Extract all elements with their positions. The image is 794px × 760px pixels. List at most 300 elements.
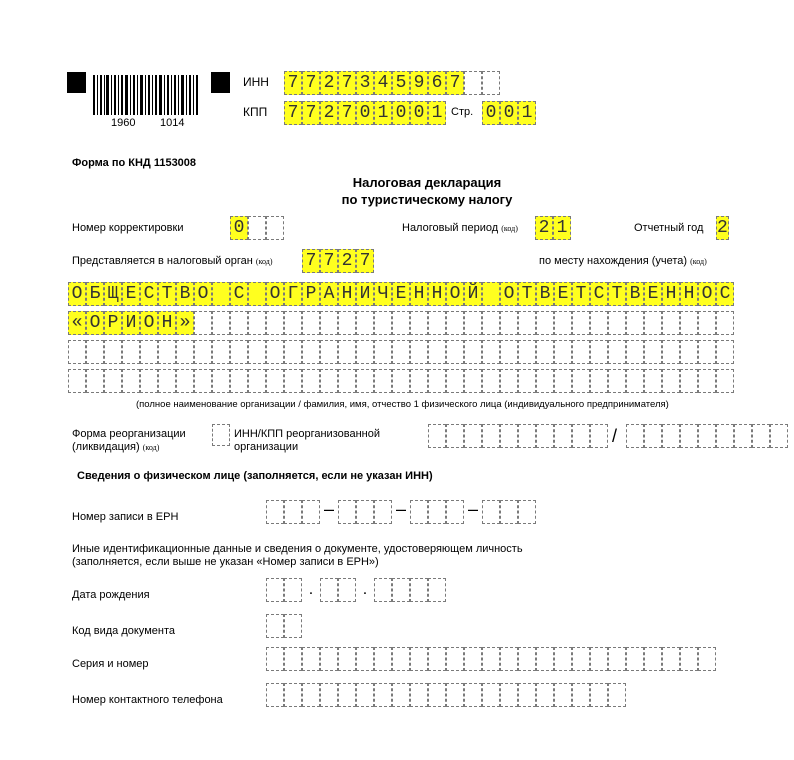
reorg-code-note: (код) <box>142 443 160 452</box>
char-cell[interactable] <box>320 578 338 602</box>
char-cell[interactable] <box>320 647 338 671</box>
char-cell[interactable]: Г <box>284 282 302 306</box>
char-cell[interactable] <box>266 647 284 671</box>
char-cell[interactable] <box>698 311 716 335</box>
tax-period-label-text: Налоговый период <box>402 222 499 234</box>
char-cell[interactable] <box>482 311 500 335</box>
char-cell[interactable] <box>698 369 716 393</box>
char-cell[interactable] <box>590 311 608 335</box>
char-cell[interactable]: 2 <box>338 249 356 273</box>
char-cell[interactable] <box>248 369 266 393</box>
doc-type-field[interactable] <box>266 614 302 638</box>
char-cell[interactable] <box>572 424 590 448</box>
char-cell[interactable] <box>554 311 572 335</box>
char-cell[interactable] <box>392 311 410 335</box>
char-cell[interactable] <box>194 340 212 364</box>
char-cell[interactable]: О <box>698 282 716 306</box>
char-cell[interactable]: 2 <box>320 101 338 125</box>
char-cell[interactable] <box>392 578 410 602</box>
char-cell[interactable]: 0 <box>410 101 428 125</box>
char-cell[interactable] <box>482 71 500 95</box>
char-cell[interactable] <box>464 340 482 364</box>
char-cell[interactable] <box>518 424 536 448</box>
char-cell[interactable] <box>518 683 536 707</box>
ern-field[interactable] <box>266 500 536 524</box>
char-cell[interactable]: 0 <box>392 101 410 125</box>
char-cell[interactable]: 1 <box>428 101 446 125</box>
char-cell[interactable] <box>230 369 248 393</box>
char-cell[interactable]: 7 <box>284 71 302 95</box>
report-year-label: Отчетный год <box>634 222 704 234</box>
char-cell[interactable] <box>554 683 572 707</box>
char-cell[interactable]: 0 <box>500 101 518 125</box>
title-line-1: Налоговая декларация <box>352 175 502 190</box>
char-cell[interactable] <box>644 647 662 671</box>
char-cell[interactable] <box>716 424 734 448</box>
char-cell[interactable] <box>410 340 428 364</box>
reorg-inn-field[interactable] <box>428 424 608 448</box>
char-cell[interactable] <box>590 683 608 707</box>
char-cell[interactable] <box>140 340 158 364</box>
char-cell[interactable] <box>428 647 446 671</box>
char-cell[interactable]: О <box>266 282 284 306</box>
reorg-kpp-field[interactable] <box>626 424 788 448</box>
char-cell[interactable] <box>68 340 86 364</box>
char-cell[interactable] <box>608 369 626 393</box>
char-cell[interactable] <box>482 369 500 393</box>
char-cell[interactable] <box>572 369 590 393</box>
char-cell[interactable] <box>734 424 752 448</box>
char-cell[interactable]: Т <box>518 282 536 306</box>
char-cell[interactable] <box>518 500 536 524</box>
char-cell[interactable]: Н <box>158 311 176 335</box>
char-cell[interactable] <box>248 340 266 364</box>
char-cell[interactable] <box>212 369 230 393</box>
char-cell[interactable] <box>500 311 518 335</box>
char-cell[interactable]: 7 <box>302 71 320 95</box>
char-cell[interactable]: Т <box>158 282 176 306</box>
org-name-row-2[interactable] <box>68 311 734 335</box>
char-cell[interactable] <box>536 647 554 671</box>
char-cell[interactable] <box>446 340 464 364</box>
page-label: Стр. <box>451 106 474 118</box>
char-cell[interactable] <box>194 369 212 393</box>
char-cell[interactable] <box>356 683 374 707</box>
char-cell[interactable]: Т <box>572 282 590 306</box>
char-cell[interactable]: С <box>230 282 248 306</box>
char-cell[interactable] <box>626 369 644 393</box>
char-cell[interactable] <box>374 500 392 524</box>
char-cell[interactable]: 4 <box>374 71 392 95</box>
char-cell[interactable]: 7 <box>284 101 302 125</box>
char-cell[interactable] <box>446 424 464 448</box>
char-cell[interactable] <box>338 647 356 671</box>
char-cell[interactable] <box>284 614 302 638</box>
char-cell[interactable]: Е <box>644 282 662 306</box>
reorg-form-field[interactable] <box>212 424 230 446</box>
char-cell[interactable] <box>464 683 482 707</box>
char-cell[interactable] <box>104 340 122 364</box>
char-cell[interactable] <box>428 369 446 393</box>
char-cell[interactable]: Н <box>428 282 446 306</box>
char-cell[interactable] <box>230 340 248 364</box>
char-cell[interactable] <box>320 311 338 335</box>
char-cell[interactable] <box>176 369 194 393</box>
char-cell[interactable]: 2 <box>320 71 338 95</box>
char-cell[interactable] <box>248 311 266 335</box>
char-cell[interactable]: Е <box>122 282 140 306</box>
char-cell[interactable] <box>338 683 356 707</box>
char-cell[interactable] <box>500 369 518 393</box>
char-cell[interactable] <box>554 340 572 364</box>
char-cell[interactable] <box>284 647 302 671</box>
char-cell[interactable] <box>770 424 788 448</box>
char-cell[interactable] <box>428 683 446 707</box>
char-cell[interactable] <box>284 578 302 602</box>
char-cell[interactable] <box>626 311 644 335</box>
char-cell[interactable] <box>392 647 410 671</box>
char-cell[interactable] <box>302 340 320 364</box>
char-cell[interactable] <box>716 311 734 335</box>
report-year-field[interactable] <box>716 216 726 240</box>
char-cell[interactable] <box>482 282 500 306</box>
char-cell[interactable] <box>536 683 554 707</box>
char-cell[interactable]: 7 <box>338 101 356 125</box>
char-cell[interactable]: В <box>176 282 194 306</box>
char-cell[interactable] <box>284 500 302 524</box>
char-cell[interactable] <box>662 340 680 364</box>
char-cell[interactable] <box>446 369 464 393</box>
char-cell[interactable] <box>374 578 392 602</box>
char-cell[interactable] <box>320 340 338 364</box>
char-cell[interactable] <box>482 424 500 448</box>
char-cell[interactable] <box>554 647 572 671</box>
char-cell[interactable] <box>392 340 410 364</box>
char-cell[interactable] <box>662 369 680 393</box>
char-cell[interactable] <box>338 311 356 335</box>
char-cell[interactable] <box>266 500 284 524</box>
char-cell[interactable] <box>428 424 446 448</box>
char-cell[interactable]: О <box>446 282 464 306</box>
char-cell[interactable] <box>536 369 554 393</box>
char-cell[interactable]: 3 <box>356 71 374 95</box>
char-cell[interactable] <box>248 282 266 306</box>
char-cell[interactable]: С <box>590 282 608 306</box>
char-cell[interactable] <box>302 311 320 335</box>
char-cell[interactable] <box>680 647 698 671</box>
char-cell[interactable]: 0 <box>482 101 500 125</box>
char-cell[interactable] <box>482 340 500 364</box>
char-cell[interactable] <box>230 311 248 335</box>
char-cell[interactable] <box>302 647 320 671</box>
char-cell[interactable] <box>302 683 320 707</box>
inn-field[interactable] <box>284 71 500 95</box>
char-cell[interactable]: Е <box>392 282 410 306</box>
char-cell[interactable] <box>446 683 464 707</box>
char-cell[interactable]: 2 <box>535 216 553 240</box>
char-cell[interactable] <box>500 340 518 364</box>
char-cell[interactable] <box>374 369 392 393</box>
char-cell[interactable] <box>158 340 176 364</box>
char-cell[interactable] <box>302 500 320 524</box>
char-cell[interactable] <box>482 683 500 707</box>
char-cell[interactable] <box>662 647 680 671</box>
char-cell[interactable] <box>590 340 608 364</box>
char-cell[interactable]: О <box>86 311 104 335</box>
char-cell[interactable] <box>284 311 302 335</box>
char-cell[interactable] <box>608 311 626 335</box>
char-cell[interactable] <box>608 340 626 364</box>
char-cell[interactable]: И <box>356 282 374 306</box>
char-cell[interactable] <box>266 340 284 364</box>
char-cell[interactable]: « <box>68 311 86 335</box>
phone-field[interactable] <box>266 683 626 707</box>
char-cell[interactable]: Б <box>86 282 104 306</box>
char-cell[interactable] <box>266 614 284 638</box>
char-cell[interactable] <box>284 369 302 393</box>
char-cell[interactable] <box>140 369 158 393</box>
char-cell[interactable]: 1 <box>374 101 392 125</box>
char-cell[interactable] <box>518 340 536 364</box>
char-cell[interactable] <box>536 311 554 335</box>
char-cell[interactable]: В <box>536 282 554 306</box>
reorg-form-label-line2: (ликвидация) <box>72 441 140 453</box>
char-cell[interactable] <box>176 340 194 364</box>
char-cell[interactable]: 0 <box>356 101 374 125</box>
char-cell[interactable] <box>428 311 446 335</box>
char-cell[interactable]: 6 <box>428 71 446 95</box>
char-cell[interactable] <box>266 216 284 240</box>
char-cell[interactable] <box>626 424 644 448</box>
char-cell[interactable] <box>356 500 374 524</box>
char-cell[interactable] <box>338 369 356 393</box>
reorg-form-label-line2-wrap <box>72 441 186 454</box>
char-cell[interactable] <box>248 216 266 240</box>
char-cell[interactable]: И <box>122 311 140 335</box>
correction-field[interactable] <box>230 216 284 240</box>
char-cell[interactable] <box>500 647 518 671</box>
char-cell[interactable] <box>122 369 140 393</box>
char-cell[interactable] <box>464 369 482 393</box>
char-cell[interactable] <box>662 311 680 335</box>
char-cell[interactable]: 0 <box>230 216 248 240</box>
char-cell[interactable] <box>212 282 230 306</box>
tax-period-field[interactable] <box>535 216 571 240</box>
char-cell[interactable] <box>518 369 536 393</box>
char-cell[interactable] <box>374 340 392 364</box>
char-cell[interactable] <box>374 647 392 671</box>
char-cell[interactable]: Н <box>680 282 698 306</box>
char-cell[interactable]: 7 <box>302 249 320 273</box>
char-cell[interactable]: Ч <box>374 282 392 306</box>
char-cell[interactable]: Н <box>338 282 356 306</box>
org-name-row-1[interactable] <box>68 282 734 306</box>
char-cell[interactable] <box>608 647 626 671</box>
char-cell[interactable]: 2 <box>717 218 728 238</box>
char-cell[interactable]: Н <box>410 282 428 306</box>
char-cell[interactable] <box>356 369 374 393</box>
char-cell[interactable]: » <box>176 311 194 335</box>
char-cell[interactable] <box>410 311 428 335</box>
char-cell[interactable] <box>554 424 572 448</box>
char-cell[interactable]: О <box>194 282 212 306</box>
series-number-field[interactable] <box>266 647 716 671</box>
char-cell[interactable] <box>410 683 428 707</box>
char-cell[interactable] <box>356 647 374 671</box>
char-cell[interactable] <box>482 500 500 524</box>
char-cell[interactable] <box>626 340 644 364</box>
char-cell[interactable] <box>320 683 338 707</box>
char-cell[interactable]: С <box>140 282 158 306</box>
char-cell[interactable] <box>410 578 428 602</box>
char-cell[interactable]: Щ <box>104 282 122 306</box>
char-cell[interactable] <box>464 71 482 95</box>
char-cell[interactable] <box>374 311 392 335</box>
char-cell[interactable]: Т <box>608 282 626 306</box>
char-cell[interactable] <box>644 369 662 393</box>
char-cell[interactable] <box>374 683 392 707</box>
char-cell[interactable]: 1 <box>553 216 571 240</box>
char-cell[interactable] <box>536 424 554 448</box>
char-cell[interactable] <box>644 424 662 448</box>
char-cell[interactable] <box>500 683 518 707</box>
char-cell[interactable] <box>86 340 104 364</box>
char-cell[interactable] <box>284 340 302 364</box>
char-cell[interactable] <box>212 311 230 335</box>
char-cell[interactable] <box>464 311 482 335</box>
org-name-block <box>68 282 731 394</box>
char-cell[interactable] <box>644 311 662 335</box>
char-cell[interactable] <box>320 369 338 393</box>
char-cell[interactable] <box>194 311 212 335</box>
char-cell[interactable] <box>410 647 428 671</box>
char-cell[interactable] <box>716 369 734 393</box>
char-cell[interactable]: 7 <box>356 249 374 273</box>
char-cell[interactable] <box>500 424 518 448</box>
char-cell[interactable]: Р <box>302 282 320 306</box>
char-cell[interactable] <box>752 424 770 448</box>
org-name-row-3[interactable] <box>68 340 734 364</box>
char-cell[interactable] <box>266 683 284 707</box>
form-code: Форма по КНД 1153008 <box>72 157 197 169</box>
char-cell[interactable] <box>266 311 284 335</box>
char-cell[interactable] <box>266 369 284 393</box>
char-cell[interactable]: 1 <box>518 101 536 125</box>
char-cell[interactable]: О <box>140 311 158 335</box>
char-cell[interactable] <box>104 369 122 393</box>
char-cell[interactable] <box>572 340 590 364</box>
char-cell[interactable]: Е <box>554 282 572 306</box>
char-cell[interactable]: О <box>500 282 518 306</box>
char-cell[interactable] <box>284 683 302 707</box>
char-cell[interactable] <box>122 340 140 364</box>
char-cell[interactable]: О <box>68 282 86 306</box>
char-cell[interactable] <box>482 647 500 671</box>
birth-date-field[interactable] <box>266 578 446 602</box>
kpp-field[interactable] <box>284 101 446 125</box>
char-cell[interactable] <box>572 311 590 335</box>
char-cell[interactable]: В <box>626 282 644 306</box>
char-cell[interactable] <box>518 647 536 671</box>
org-name-row-4[interactable] <box>68 369 734 393</box>
char-cell[interactable] <box>716 340 734 364</box>
char-cell[interactable] <box>68 369 86 393</box>
char-cell[interactable] <box>500 500 518 524</box>
char-cell[interactable] <box>158 369 176 393</box>
char-cell[interactable] <box>572 647 590 671</box>
char-cell[interactable]: 7 <box>302 101 320 125</box>
char-cell[interactable] <box>698 424 716 448</box>
char-cell[interactable] <box>680 424 698 448</box>
char-cell[interactable] <box>212 340 230 364</box>
char-cell[interactable] <box>410 500 428 524</box>
char-cell[interactable]: 7 <box>338 71 356 95</box>
char-cell[interactable] <box>608 683 626 707</box>
char-cell[interactable]: Р <box>104 311 122 335</box>
char-cell[interactable] <box>356 340 374 364</box>
char-cell[interactable] <box>392 369 410 393</box>
dash-separator: – <box>467 499 478 519</box>
char-cell[interactable] <box>86 369 104 393</box>
char-cell[interactable] <box>590 647 608 671</box>
char-cell[interactable] <box>392 683 410 707</box>
char-cell[interactable] <box>302 369 320 393</box>
reorg-inn-kpp-label-line1: ИНН/КПП реорганизованной <box>234 428 380 440</box>
char-cell[interactable] <box>356 311 374 335</box>
char-cell[interactable] <box>464 647 482 671</box>
location-label-text: по месту нахождения (учета) <box>539 255 688 267</box>
char-cell[interactable] <box>464 424 482 448</box>
char-cell[interactable] <box>446 311 464 335</box>
char-cell[interactable]: Й <box>464 282 482 306</box>
char-cell[interactable] <box>536 340 554 364</box>
char-cell[interactable]: Н <box>662 282 680 306</box>
char-cell[interactable] <box>554 369 572 393</box>
char-cell[interactable] <box>626 647 644 671</box>
char-cell[interactable]: 7 <box>320 249 338 273</box>
char-cell[interactable] <box>410 369 428 393</box>
char-cell[interactable] <box>338 578 356 602</box>
char-cell[interactable] <box>428 500 446 524</box>
char-cell[interactable] <box>446 500 464 524</box>
char-cell[interactable] <box>428 340 446 364</box>
char-cell[interactable] <box>698 340 716 364</box>
char-cell[interactable]: А <box>320 282 338 306</box>
char-cell[interactable] <box>680 340 698 364</box>
char-cell[interactable] <box>590 369 608 393</box>
char-cell[interactable] <box>662 424 680 448</box>
char-cell[interactable] <box>338 340 356 364</box>
char-cell[interactable] <box>644 340 662 364</box>
char-cell[interactable] <box>590 424 608 448</box>
page-number-field[interactable] <box>482 101 536 125</box>
char-cell[interactable] <box>572 683 590 707</box>
location-code-note: (код) <box>690 257 707 266</box>
char-cell[interactable]: 5 <box>392 71 410 95</box>
char-cell[interactable]: 7 <box>446 71 464 95</box>
char-cell[interactable] <box>698 647 716 671</box>
char-cell[interactable] <box>338 500 356 524</box>
char-cell[interactable] <box>518 311 536 335</box>
char-cell[interactable] <box>266 578 284 602</box>
char-cell[interactable]: 9 <box>410 71 428 95</box>
char-cell[interactable]: С <box>716 282 734 306</box>
char-cell[interactable] <box>428 578 446 602</box>
char-cell[interactable] <box>680 369 698 393</box>
char-cell[interactable] <box>680 311 698 335</box>
tax-authority-field[interactable] <box>302 249 374 273</box>
char-cell[interactable] <box>446 647 464 671</box>
